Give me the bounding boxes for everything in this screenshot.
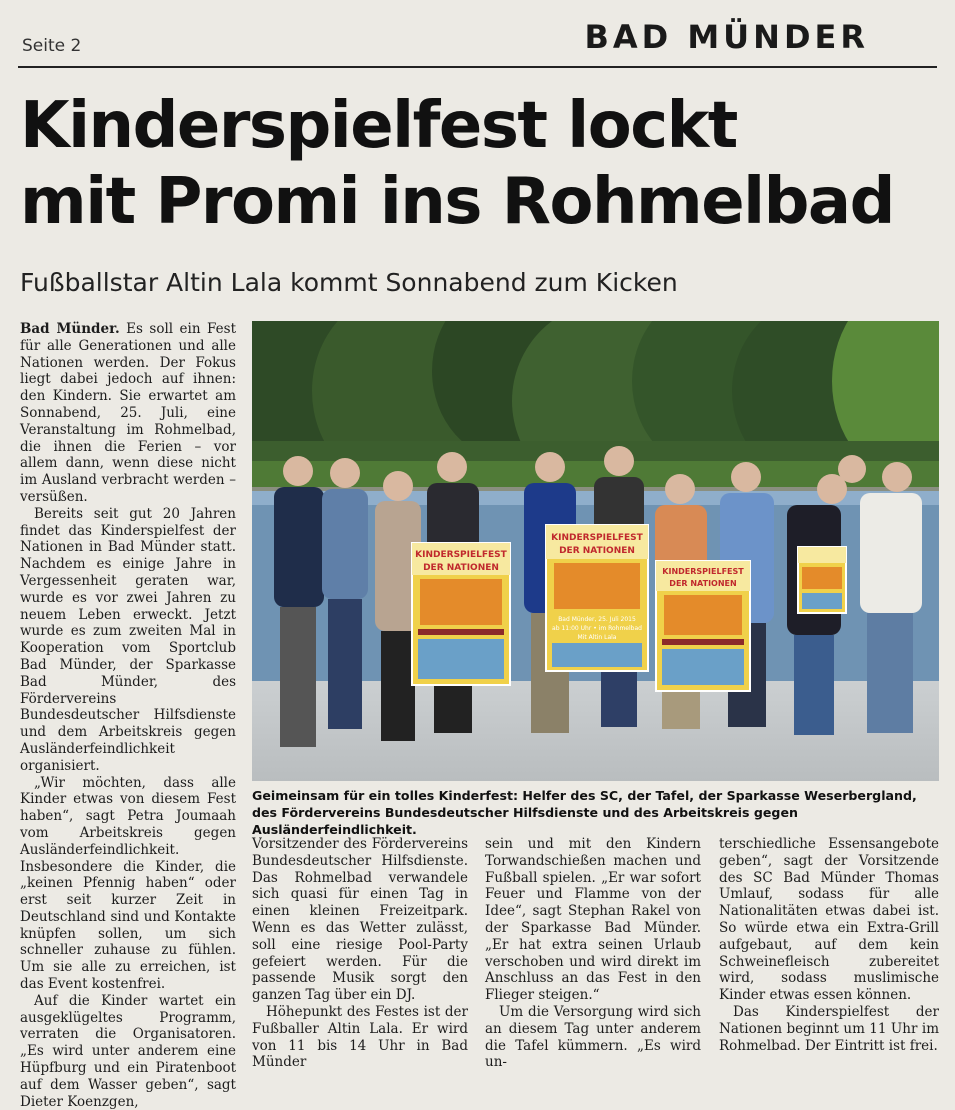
headline-line-2: mit Promi ins Rohmelbad [20,165,894,239]
poster-subtitle: DER NATIONEN [669,579,737,588]
poster-title: KINDERSPIELFEST [662,567,744,576]
paragraph: Höhepunkt des Festes ist der Fußballer Altin Lala. Er wird von 11 bis 14 Uhr in Bad Münder [252,1003,468,1071]
paragraph: Vorsitzender des Fördervereins Bundesdeutscher Hilfsdienste. Das Rohmelbad verwandele sich quasi für einen Tag in einen kleinen Freizeitpark. Wenn es das Wetter zulässt, soll eine riesige Pool-Party gefeiert werden. Für die passende Musik sorgt den ganzen Tag über ein DJ. [252,836,468,1004]
poster-subtitle: DER NATIONEN [423,563,499,573]
event-poster-3 [656,561,750,691]
page-number: Seite 2 [22,36,82,56]
header-rule [18,66,937,68]
paragraph: sein und mit den Kindern Torwandschießen machen und Fußball spielen. „Er war sofort Feuer und Flamme von der Idee“, sagt Stephan Rakel von der Sparkasse Bad Münder. „Er hat extra seinen Urlaub verschoben und wird direkt im Anschluss an das Fest in den Flieger steigen.“ [485,836,701,1004]
text-column-3 [485,836,701,1071]
poster-title: KINDERSPIELFEST [551,533,643,543]
paragraph: Das Kinderspielfest der Nationen beginnt um 11 Uhr im Rohmelbad. Der Eintritt ist frei. [719,1003,939,1054]
poster-time: ab 11:00 Uhr • im Rohmelbad [552,625,642,632]
event-poster-2 [546,525,648,671]
text-column-4 [719,836,939,1054]
text-column-1 [20,321,236,1110]
text-column-2 [252,836,468,1071]
paragraph: Um die Versorgung wird sich an diesem Tag unter anderem die Tafel kümmern. „Es wird un- [485,1003,701,1071]
poster-title: KINDERSPIELFEST [415,550,507,560]
event-poster-4 [798,547,846,613]
paragraph: terschiedliche Essensangebote geben“, sagt der Vorsitzende des SC Bad Münder Thomas Umlauf, sodass für alle Nationalitäten etwas dabei ist. So würde etwa ein Extra-Grill aufgebaut, auf dem kein Schweinefleisch zubereitet wird, sodass muslimische Kinder etwas essen können. [719,836,939,1004]
event-poster-1 [412,543,510,685]
section-title: BAD MÜNDER [584,18,869,56]
paragraph: Bereits seit gut 20 Jahren findet das Kinderspielfest der Nationen in Bad Münder statt. Nachdem es einige Jahre in Vergessenheit geraten war, wurde es vor zwei Jahren zu neuem Leben erweckt. Jetzt wurde es zum zweiten Mal in Kooperation vom Sportclub Bad Münder, der Sparkasse Bad Münder, des Fördervereins Bundesdeutscher Hilfsdienste und dem Arbeitskreis gegen Ausländerfeindlichkeit organisiert. [20,505,236,774]
article-subheadline: Fußballstar Altin Lala kommt Sonnabend zum Kicken [20,268,678,297]
photo-caption: Geimeinsam für ein tolles Kinderfest: Helfer des SC, der Tafel, der Sparkasse Weserbergland, des Fördervereins Bundesdeutscher Hilfsdienste und des Arbeitskreis gegen Ausländerfeindlichkeit. [252,788,917,837]
paragraph: „Wir möchten, dass alle Kinder etwas von diesem Fest haben“, sagt Petra Joumaah vom Arbeitskreis gegen Ausländerfeindlichkeit. Insbesondere die Kinder, die „keinen Pfennig haben“ oder erst seit kurzer Zeit in Deutschland sind und Kontakte knüpfen sollen, um sich schneller zuhause zu fühlen. Um sie alle zu erreichen, ist das Event kostenfrei. [20,774,236,993]
article-headline [20,88,940,240]
group-photo-illustration [252,321,939,781]
headline-line-1: Kinderspielfest lockt [20,89,737,163]
dateline: Bad Münder. [20,321,120,337]
article-photo [252,321,939,781]
paragraph: Auf die Kinder wartet ein ausgeklügeltes Programm, verraten die Organisatoren. „Es wird unter anderem eine Hüpfburg und ein Piratenboot auf dem Wasser geben“, sagt Dieter Koenzgen, [20,992,236,1110]
paragraph: Bad Münder. Es soll ein Fest für alle Generationen und alle Nationen werden. Der Fokus liegt dabei jedoch auf ihnen: den Kindern. Sie erwartet am Sonnabend, 25. Juli, eine Veranstaltung im Rohmelbad, die ihnen die Ferien – vor allem dann, wenn diese nicht im Ausland verbracht werden – versüßen. [20,321,236,505]
poster-subtitle: DER NATIONEN [559,546,635,556]
poster-guest: Mit Altin Lala [577,634,617,641]
poster-date: Bad Münder, 25. Juli 2015 [558,616,636,623]
